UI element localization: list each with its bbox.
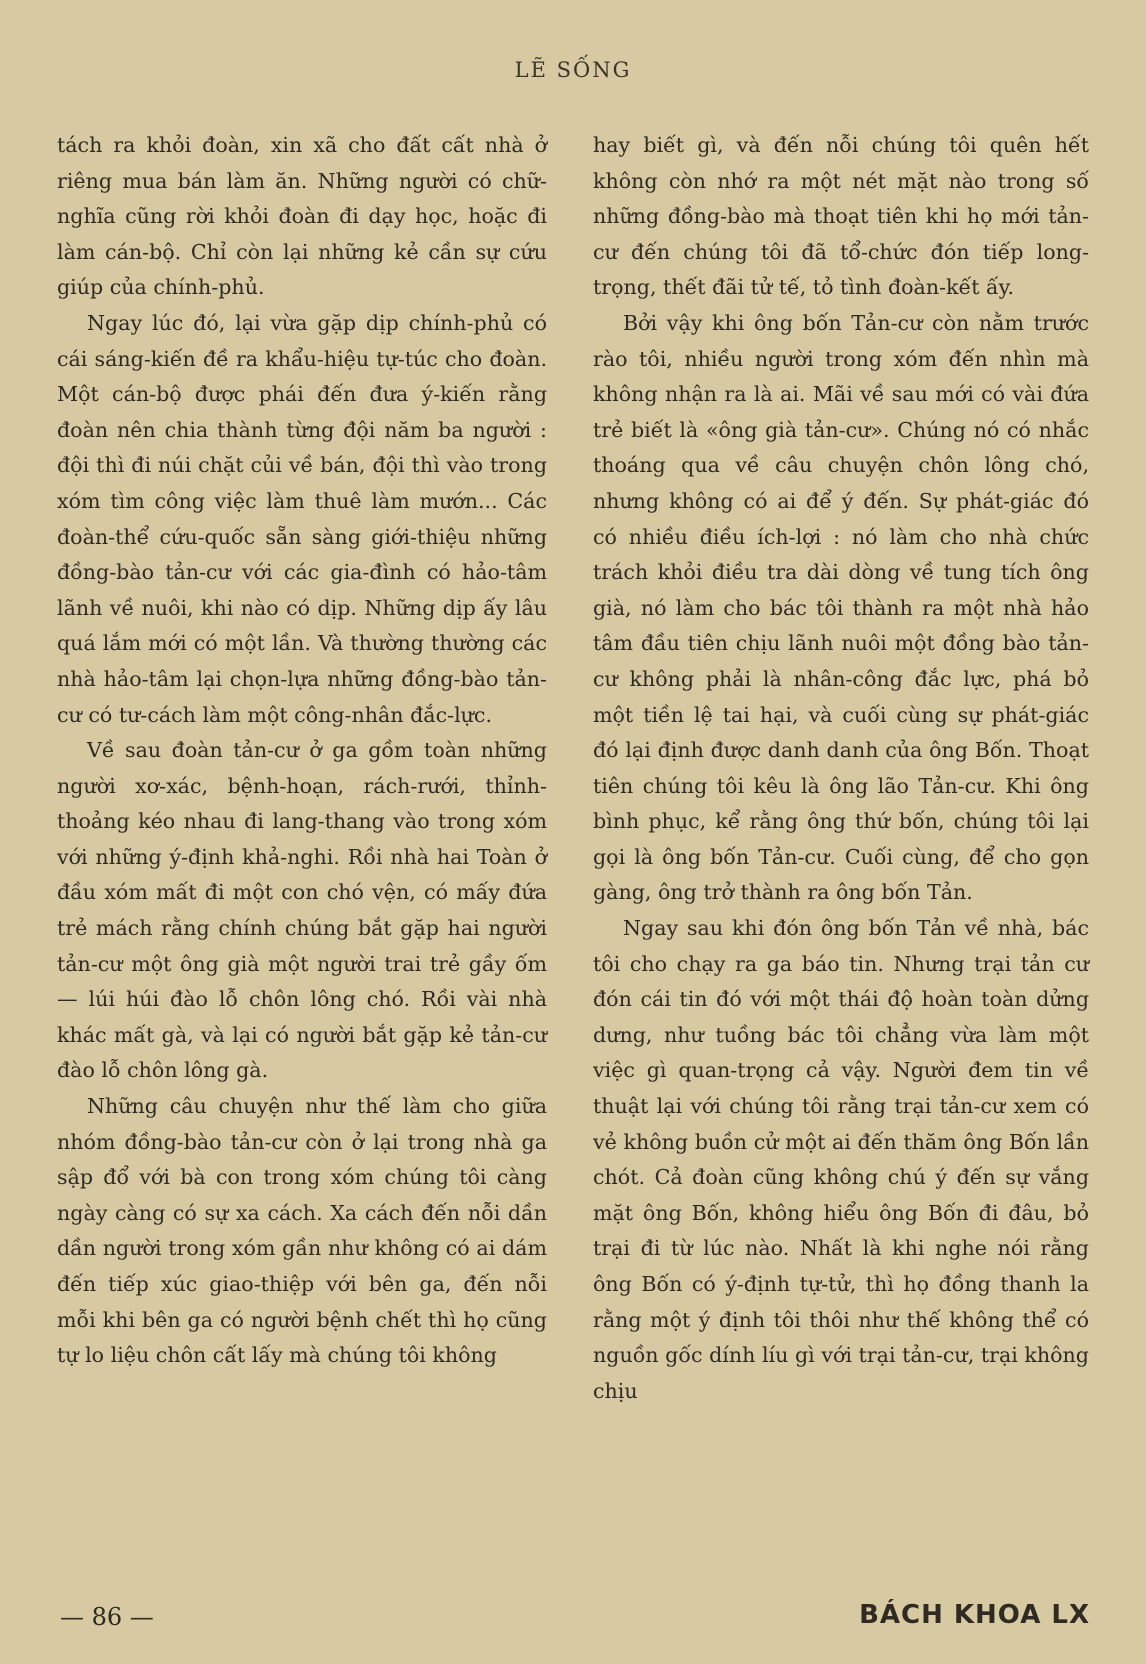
page-number: — 86 —: [60, 1603, 154, 1631]
left-column: [57, 128, 547, 1374]
paragraph: Ngay sau khi đón ông bốn Tản về nhà, bác tôi cho chạy ra ga báo tin. Nhưng trại tản cư đón cái tin đó với một thái độ hoàn toàn dửng dưng, như tuồng bác tôi chẳng vừa làm một việc gì quan-trọng cả vậy. Người đem tin về thuật lại với chúng tôi rằng trại tản-cư xem có vẻ không buồn cử một ai đến thăm ông Bốn lần chót. Cả đoàn cũng không chú ý đến sự vắng mặt ông Bốn, không hiểu ông Bốn đi đâu, bỏ trại đi từ lúc nào. Nhất là khi nghe nói rằng ông Bốn có ý-định tự-tử, thì họ đồng thanh la rằng một ý định tôi thôi như thế không thể có nguồn gốc dính líu gì với trại tản-cư, trại không chịu: [593, 916, 1089, 1403]
paragraph: tách ra khỏi đoàn, xin xã cho đất cất nhà ở riêng mua bán làm ăn. Những người có chữ-nghĩa cũng rời khỏi đoàn đi dạy học, hoặc đi làm cán-bộ. Chỉ còn lại những kẻ cần sự cứu giúp của chính-phủ.: [57, 133, 547, 300]
paragraph: Những câu chuyện như thế làm cho giữa nhóm đồng-bào tản-cư còn ở lại trong nhà ga sập đổ với bà con trong xóm chúng tôi càng ngày càng có sự xa cách. Xa cách đến nỗi dần dần người trong xóm gần như không có ai dám đến tiếp xúc giao-thiệp với bên ga, đến nỗi mỗi khi bên ga có người bệnh chết thì họ cũng tự lo liệu chôn cất lấy mà chúng tôi không: [57, 1094, 547, 1368]
paragraph: Về sau đoàn tản-cư ở ga gồm toàn những người xơ-xác, bệnh-hoạn, rách-rưới, thỉnh-thoảng kéo nhau đi lang-thang vào trong xóm với những ý-định khả-nghi. Rồi nhà hai Toàn ở đầu xóm mất đi một con chó vện, có mấy đứa trẻ mách rằng chính chúng bắt gặp hai người tản-cư một ông già một người trai trẻ gầy ốm — lúi húi đào lỗ chôn lông chó. Rồi vài nhà khác mất gà, và lại có người bắt gặp kẻ tản-cư đào lỗ chôn lông gà.: [57, 738, 547, 1083]
paragraph: hay biết gì, và đến nỗi chúng tôi quên hết không còn nhớ ra một nét mặt nào trong số những đồng-bào mà thoạt tiên khi họ mới tản-cư đến chúng tôi đã tổ-chức đón tiếp long-trọng, thết đãi tử tế, tỏ tình đoàn-kết ấy.: [593, 133, 1089, 300]
paragraph: Bởi vậy khi ông bốn Tản-cư còn nằm trước rào tôi, nhiều người trong xóm đến nhìn mà không nhận ra là ai. Mãi về sau mới có vài đứa trẻ biết là «ông già tản-cư». Chúng nó có nhắc thoáng qua về câu chuyện chôn lông chó, nhưng không có ai để ý đến. Sự phát-giác đó có nhiều điều ích-lợi : nó làm cho nhà chức trách khỏi điều tra dài dòng về tung tích ông già, nó làm cho bác tôi thành ra một nhà hảo tâm đầu tiên chịu lãnh nuôi một đồng bào tản-cư không phải là nhân-công đắc lực, phá bỏ một tiền lệ tai hại, và cuối cùng sự phát-giác đó lại định được danh danh của ông Bốn. Thoạt tiên chúng tôi kêu là ông lão Tản-cư. Khi ông bình phục, kể rằng ông thứ bốn, chúng tôi lại gọi là ông bốn Tản-cư. Cuối cùng, để cho gọn gàng, ông trở thành ra ông bốn Tản.: [593, 310, 1089, 905]
paragraph: Ngay lúc đó, lại vừa gặp dịp chính-phủ có cái sáng-kiến đề ra khẩu-hiệu tự-túc cho đoàn. Một cán-bộ được phái đến đưa ý-kiến rằng đoàn nên chia thành từng đội năm ba người : đội thì đi núi chặt củi về bán, đội thì vào trong xóm tìm công việc làm thuê làm mướn... Các đoàn-thể cứu-quốc sẵn sàng giới-thiệu những đồng-bào tản-cư với các gia-đình có hảo-tâm lãnh về nuôi, khi nào có dịp. Những dịp ấy lâu quá lắm mới có một lần. Và thường thường các nhà hảo-tâm lại chọn-lựa những đồng-bào tản-cư có tư-cách làm một công-nhân đắc-lực.: [57, 310, 547, 727]
running-header: LẼ SỐNG: [514, 58, 632, 82]
right-column: [593, 128, 1089, 1409]
magazine-name: BÁCH KHOA LX: [859, 1600, 1090, 1630]
